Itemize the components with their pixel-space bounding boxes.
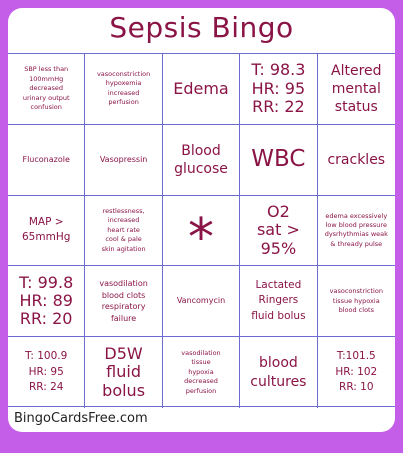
cell-label: WBC [251, 146, 306, 173]
bingo-cell-r5c2 [85, 337, 162, 408]
cell-label: edema excessively low blood pressure dysrhythmias weak & thready pulse [324, 211, 388, 248]
bingo-cell-r4c5 [318, 266, 395, 337]
cell-label: T:101.5 HR: 102 RR: 10 [335, 349, 378, 394]
bingo-cell-r1c1 [8, 54, 85, 125]
cell-label: MAP > 65mmHg [22, 215, 71, 244]
bingo-cell-r3c5 [318, 196, 395, 267]
cell-label: restlessness, increased heart rate cool & pale skin agitation [101, 206, 146, 253]
bingo-cell-r4c3 [163, 266, 240, 337]
cell-label: O2 sat > 95% [256, 201, 300, 258]
cell-label: blood cultures [250, 355, 307, 390]
cell-label: Altered mental status [331, 62, 382, 115]
cell-label: Blood glucose [174, 142, 228, 177]
bingo-cell-r5c5 [318, 337, 395, 408]
bingo-cell-r3c2 [85, 196, 162, 267]
bingo-cell-r5c3 [163, 337, 240, 408]
cell-label: T: 98.3 HR: 95 RR: 22 [251, 60, 306, 117]
cell-label: Vasopressin [99, 154, 148, 164]
cell-label: vasodilation tissue hypoxia decreased perfusion [181, 349, 221, 395]
cell-label: Fluconazole [22, 154, 70, 164]
bingo-cell-r4c2 [85, 266, 162, 337]
bingo-card [8, 8, 395, 432]
cell-label: D5W fluid bolus [102, 344, 146, 400]
bingo-grid [8, 53, 395, 407]
bingo-cell-r3c4 [240, 196, 317, 267]
bingo-cell-r2c5 [318, 125, 395, 196]
bingo-cell-r5c1 [8, 337, 85, 408]
footer-credit: BingoCardsFree.com [14, 411, 148, 426]
cell-label: vasoconstriction tissue hypoxia blood clots [329, 287, 383, 314]
bingo-cell-r1c4 [240, 54, 317, 125]
bingo-cell-r2c2 [85, 125, 162, 196]
cell-label: Vancomycin [176, 296, 226, 306]
bingo-cell-r1c3 [163, 54, 240, 125]
bingo-cell-r4c1 [8, 266, 85, 337]
cell-label: vasoconstriction hypoxemia increased perfusion [96, 70, 151, 107]
cell-label: T: 99.8 HR: 89 RR: 20 [19, 272, 74, 329]
cell-label: Edema [173, 78, 229, 98]
free-space-cell [163, 196, 240, 267]
bingo-cell-r1c2 [85, 54, 162, 125]
free-space-star: * [187, 207, 214, 267]
bingo-cell-r2c4 [240, 125, 317, 196]
cell-label: Lactated Ringers fluid bolus [251, 278, 306, 323]
cell-label: crackles [327, 151, 386, 168]
bingo-cell-r1c5 [318, 54, 395, 125]
bingo-cell-r4c4 [240, 266, 317, 337]
bingo-cell-r2c3 [163, 125, 240, 196]
cell-label: vasodilation blood clots respiratory failure [99, 279, 148, 323]
cell-label: SBP less than 100mmHg decreased urinary output confusion [22, 65, 70, 112]
bingo-cell-r5c4 [240, 337, 317, 408]
cell-label: T: 100.9 HR: 95 RR: 24 [25, 349, 68, 394]
bingo-cell-r2c1 [8, 125, 85, 196]
bingo-cell-r3c1 [8, 196, 85, 267]
card-title: Sepsis Bingo [109, 11, 294, 44]
